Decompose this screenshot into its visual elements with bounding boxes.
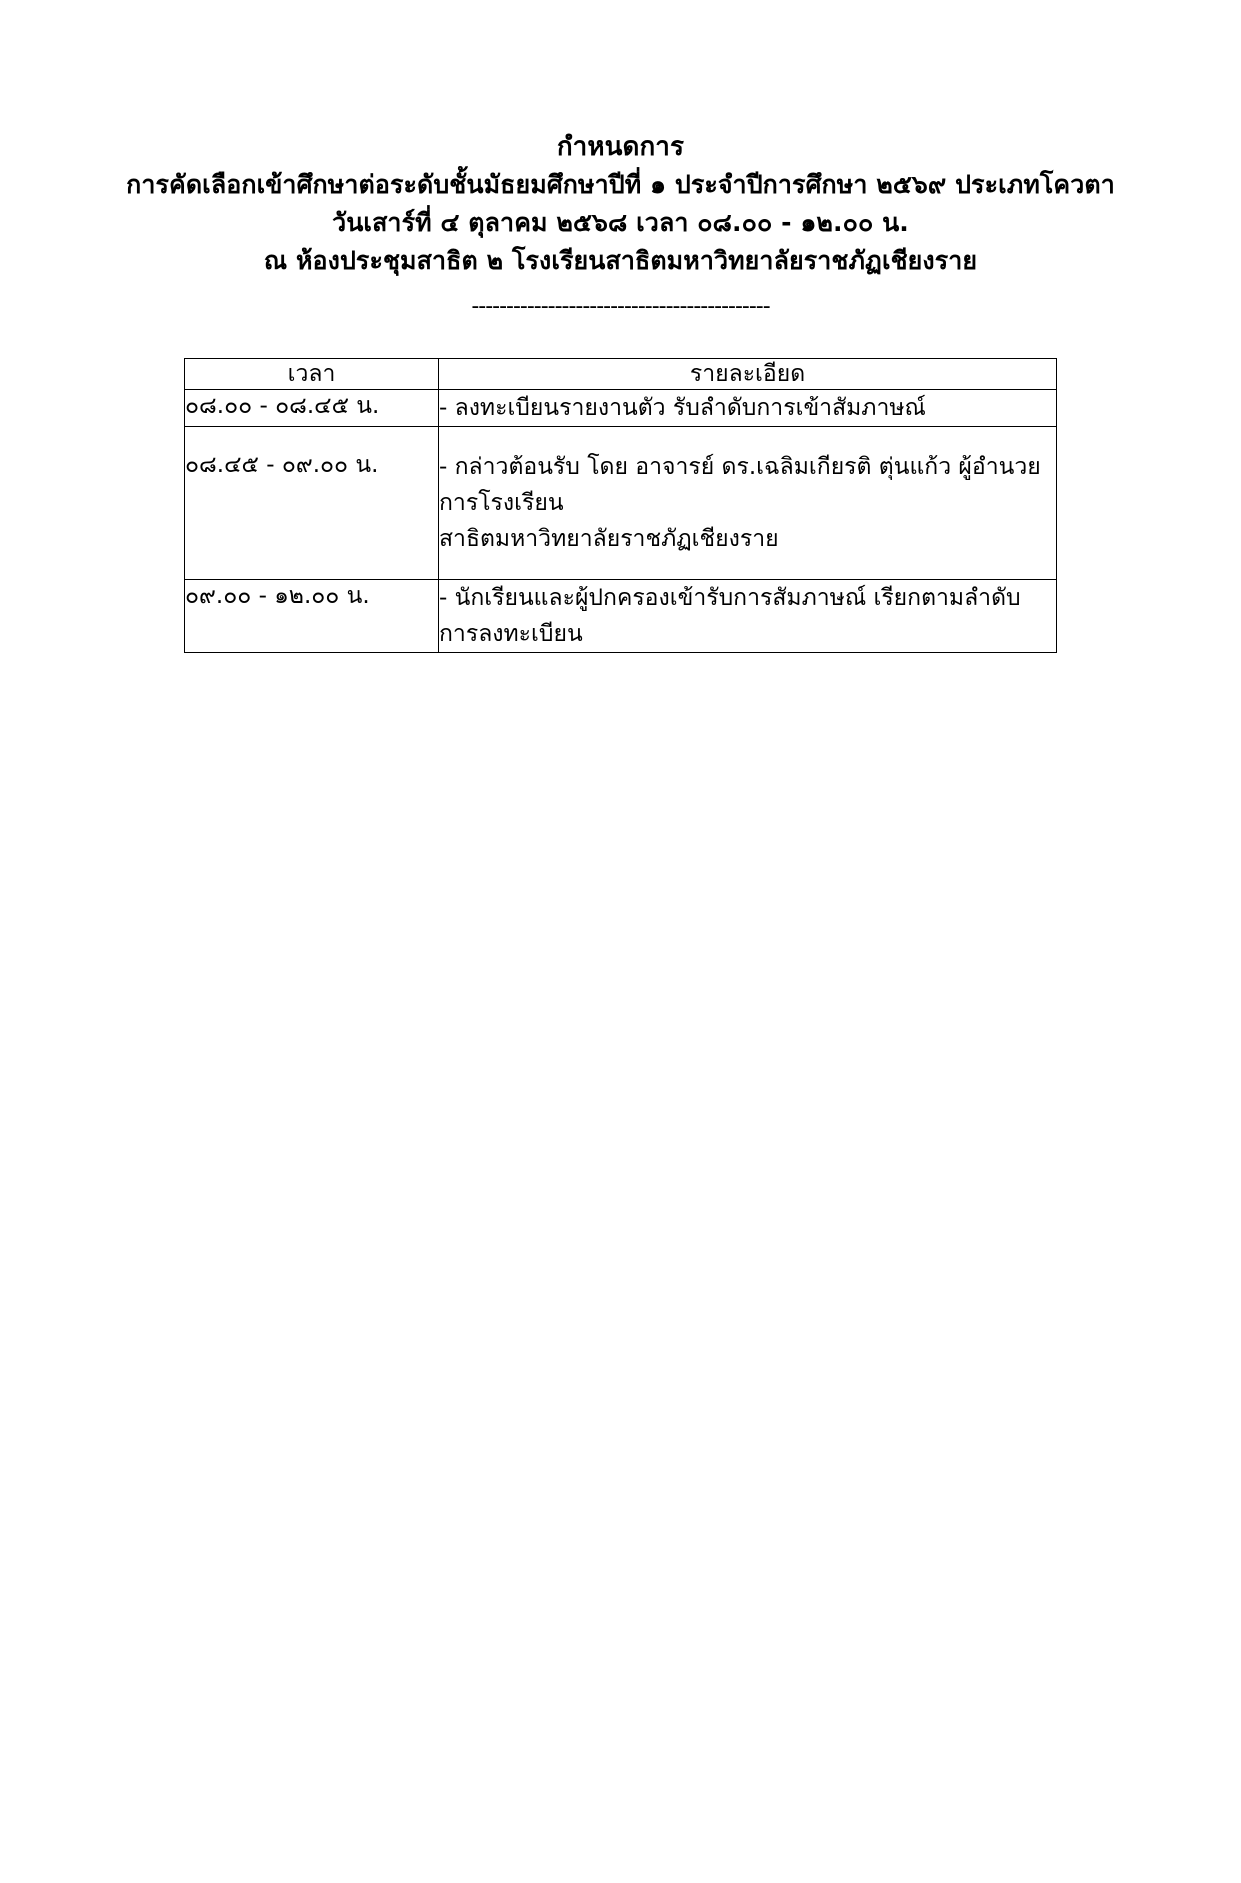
column-header-time: เวลา xyxy=(185,359,439,390)
cell-detail xyxy=(439,390,1057,427)
table-row xyxy=(185,390,1057,427)
document-subtitle-venue: ณ ห้องประชุมสาธิต ๒ โรงเรียนสาธิตมหาวิทยาลัยราชภัฏเชียงราย xyxy=(263,246,978,275)
cell-time: ๐๘.๔๕ - ๐๙.๐๐ น. xyxy=(185,427,439,580)
cell-time: ๐๘.๐๐ - ๐๘.๔๕ น. xyxy=(185,390,439,427)
cell-detail-line-2: สาธิตมหาวิทยาลัยราชภัฏเชียงราย xyxy=(439,526,779,552)
cell-time: ๐๙.๐๐ - ๑๒.๐๐ น. xyxy=(185,580,439,653)
document-page xyxy=(0,128,1241,1883)
cell-detail-line-1: - นักเรียนและผู้ปกครองเข้ารับการสัมภาษณ์ เรียกตามลำดับการลงทะเบียน xyxy=(439,585,1021,647)
table-header-row xyxy=(185,359,1057,390)
schedule-table xyxy=(184,358,1057,653)
cell-detail xyxy=(439,580,1057,653)
document-header xyxy=(0,128,1241,320)
table-row xyxy=(185,580,1057,653)
cell-detail-line-1: - กล่าวต้อนรับ โดย อาจารย์ ดร.เฉลิมเกียรติ ตุ่นแก้ว ผู้อำนวยการโรงเรียน xyxy=(439,454,1041,516)
column-header-detail: รายละเอียด xyxy=(439,359,1057,390)
cell-detail-line-1: - ลงทะเบียนรายงานตัว รับลำดับการเข้าสัมภาษณ์ xyxy=(439,395,926,421)
table-row xyxy=(185,427,1057,580)
document-title: กำหนดการ xyxy=(556,132,685,162)
cell-detail xyxy=(439,427,1057,580)
document-subtitle-datetime: วันเสาร์ที่ ๔ ตุลาคม ๒๕๖๘ เวลา ๐๘.๐๐ - ๑๒.๐๐ น. xyxy=(332,208,909,237)
document-subtitle-program: การคัดเลือกเข้าศึกษาต่อระดับชั้นมัธยมศึกษาปีที่ ๑ ประจำปีการศึกษา ๒๕๖๙ ประเภทโควตา xyxy=(126,170,1115,199)
header-divider: ------------------------------------------- xyxy=(471,294,770,319)
